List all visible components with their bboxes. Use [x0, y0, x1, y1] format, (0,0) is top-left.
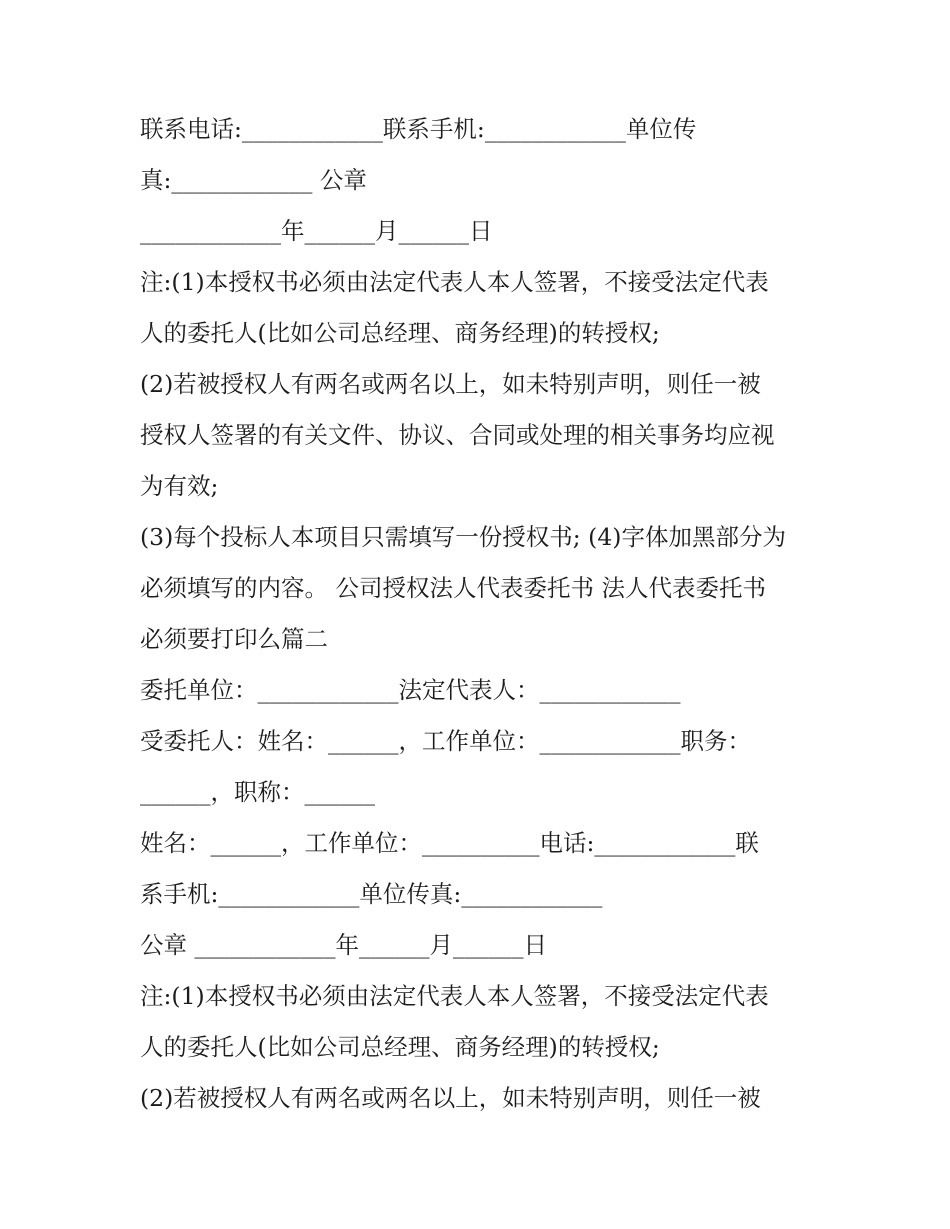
text-line-note-3-4: (3)每个投标人本项目只需填写一份授权书; (4)字体加黑部分为: [140, 523, 786, 551]
text-line-name-unit-phone: 姓名：______，工作单位：__________电话:____________联: [140, 829, 759, 857]
text-line-entrusting-unit: 委托单位：____________法定代表人：____________: [140, 676, 681, 704]
text-line-note-2-cont: 授权人签署的有关文件、协议、合同或处理的相关事务均应视: [140, 421, 775, 449]
text-line-trustee-title: ______，职称：______: [140, 778, 375, 806]
text-line-note-1-repeat: 注:(1)本授权书必须由法定代表人本人签署，不接受法定代表: [140, 982, 769, 1010]
text-line-note-2: (2)若被授权人有两名或两名以上，如未特别声明，则任一被: [140, 370, 761, 398]
text-line-trustee: 受委托人：姓名：______，工作单位：____________职务：: [140, 727, 751, 755]
text-line-fax-seal: 真:____________ 公章: [140, 166, 367, 194]
text-line-note-1-repeat-cont: 人的委托人(比如公司总经理、商务经理)的转授权;: [140, 1033, 660, 1061]
text-line-note-2-end: 为有效;: [140, 472, 219, 500]
text-line-contact-phone: 联系电话:____________联系手机:____________单位传: [140, 115, 697, 143]
text-line-section-heading: 必须要打印么篇二: [140, 625, 328, 653]
text-line-note-2-repeat: (2)若被授权人有两名或两名以上，如未特别声明，则任一被: [140, 1084, 761, 1112]
text-line-date: ____________年______月______日: [140, 217, 493, 245]
text-line-seal-date: 公章 ____________年______月______日: [140, 931, 547, 959]
text-line-mobile-fax: 系手机:____________单位传真:____________: [140, 880, 603, 908]
text-line-note-1: 注:(1)本授权书必须由法定代表人本人签署，不接受法定代表: [140, 268, 769, 296]
document-body: [140, 104, 830, 1124]
text-line-note-4-cont: 必须填写的内容。 公司授权法人代表委托书 法人代表委托书: [140, 574, 766, 602]
text-line-note-1-cont: 人的委托人(比如公司总经理、商务经理)的转授权;: [140, 319, 660, 347]
